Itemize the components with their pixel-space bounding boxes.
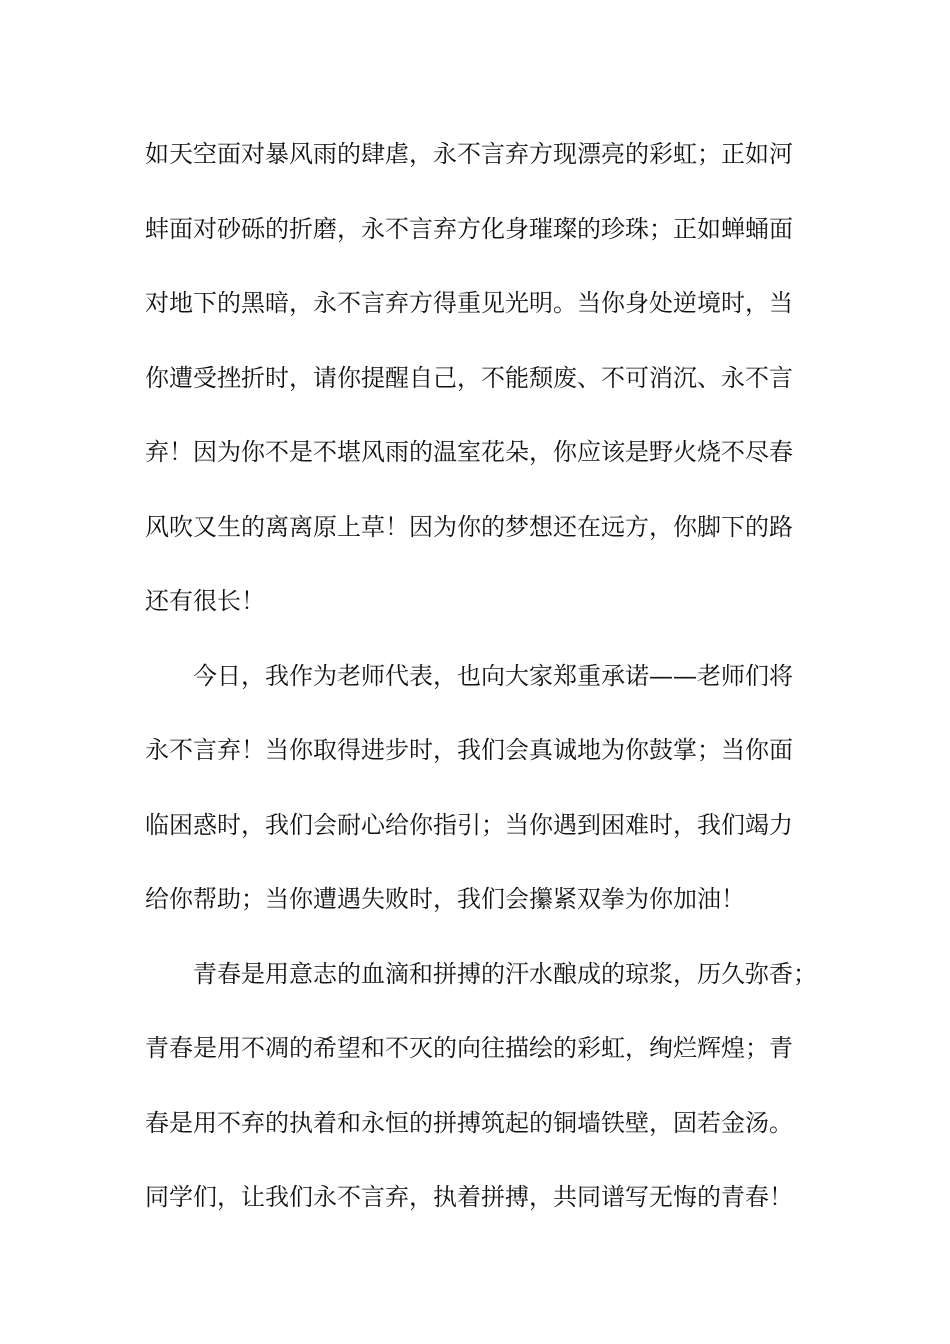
text-line: 临困惑时，我们会耐心给你指引；当你遇到困难时，我们竭力	[145, 810, 793, 839]
text-line: 如天空面对暴风雨的肆虐，永不言弃方现漂亮的彩虹；正如河	[145, 140, 793, 168]
text-line: 春是用不弃的执着和永恒的拼搏筑起的铜墙铁壁，固若金汤。	[145, 1108, 793, 1137]
text-line: 永不言弃！当你取得进步时，我们会真诚地为你鼓掌；当你面	[145, 736, 793, 764]
text-line: 青春是用不凋的希望和不灭的向往描绘的彩虹，绚烂辉煌；青	[145, 1034, 793, 1062]
text-line: 给你帮助；当你遭遇失败时，我们会攥紧双拳为你加油！	[145, 885, 745, 913]
paragraph-first-line: 今日，我作为老师代表，也向大家郑重承诺——老师们将	[193, 661, 793, 690]
body-text	[145, 130, 845, 1248]
text-line: 还有很长！	[145, 587, 265, 615]
paragraph-first-line: 青春是用意志的血滴和拼搏的汗水酿成的琼浆，历久弥香；	[193, 959, 817, 988]
text-line: 对地下的黑暗，永不言弃方得重见光明。当你身处逆境时，当	[145, 289, 793, 317]
text-line: 蚌面对砂砾的折磨，永不言弃方化身璀璨的珍珠；正如蝉蛹面	[145, 214, 793, 243]
text-line: 你遭受挫折时，请你提醒自己，不能颓废、不可消沉、永不言	[145, 363, 793, 392]
text-line: 同学们，让我们永不言弃，执着拼搏，共同谱写无悔的青春！	[145, 1183, 793, 1211]
text-line: 弃！因为你不是不堪风雨的温室花朵，你应该是野火烧不尽春	[145, 438, 793, 466]
text-line: 风吹又生的离离原上草！因为你的梦想还在远方，你脚下的路	[145, 512, 793, 541]
